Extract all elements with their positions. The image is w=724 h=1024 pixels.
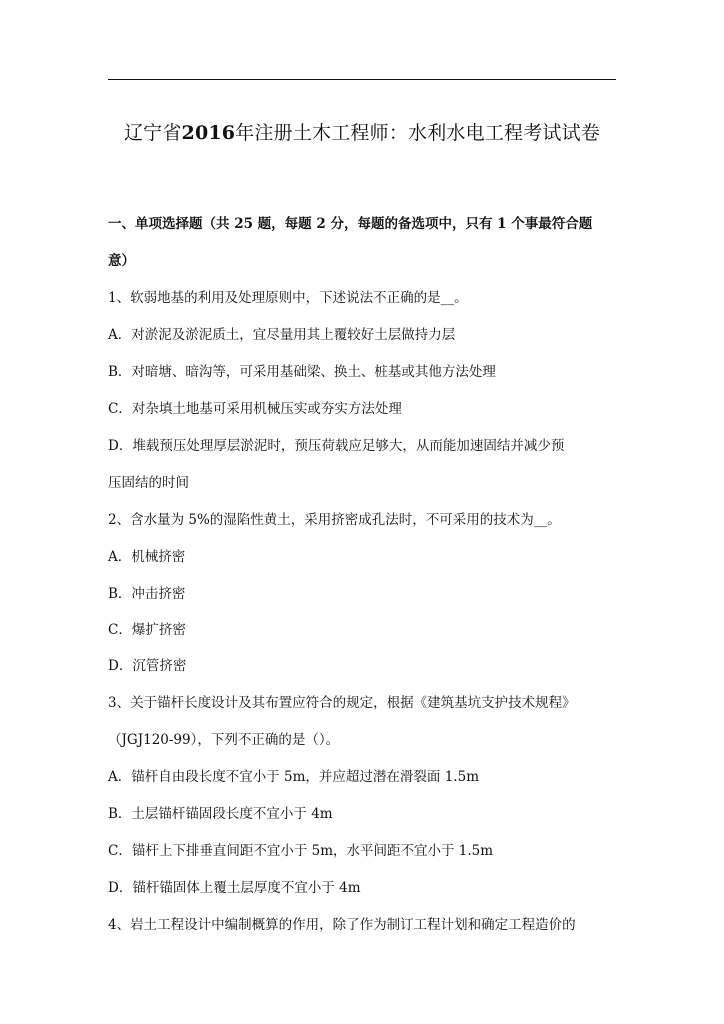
- question-2-stem: 2、含水量为 5%的湿陷性黄土，采用挤密成孔法时，不可采用的技术为__。: [108, 512, 561, 528]
- question-3-option-d: D．锚杆锚固体上覆土层厚度不宜小于 4m: [108, 880, 361, 896]
- question-3-option-b: B．土层锚杆锚固段长度不宜小于 4m: [108, 806, 333, 822]
- question-1-option-a: A．对淤泥及淤泥质土，宜尽量用其上覆较好土层做持力层: [108, 327, 456, 343]
- question-2-option-a: A．机械挤密: [108, 549, 186, 565]
- question-1-option-b: B．对暗塘、暗沟等，可采用基础梁、换土、桩基或其他方法处理: [108, 364, 496, 380]
- question-3-stem: 3、关于锚杆长度设计及其布置应符合的规定，根据《建筑基坑支护技术规程》: [108, 695, 576, 711]
- question-3-option-c: C．锚杆上下排垂直间距不宜小于 5m，水平间距不宜小于 1.5m: [108, 843, 494, 859]
- header-rule: [108, 79, 616, 80]
- question-3-option-a: A．锚杆自由段长度不宜小于 5m，并应超过潜在滑裂面 1.5m: [108, 769, 479, 785]
- question-2-option-d: D．沉管挤密: [108, 658, 187, 674]
- title-prefix: 辽宁省: [123, 122, 182, 144]
- question-1-option-d: D．堆载预压处理厚层淤泥时，预压荷载应足够大，从而能加速固结并减少预: [108, 438, 565, 454]
- section-heading-line-2: 意）: [108, 253, 135, 269]
- section-heading-line-1: 一、单项选择题（共 25 题，每题 2 分，每题的备选项中，只有 1 个事最符合题: [108, 216, 593, 232]
- title-suffix: 年注册土木工程师：水利水电工程考试试卷: [235, 122, 601, 144]
- title-year: 2016: [181, 122, 236, 144]
- page-title: [0, 118, 724, 145]
- question-3-stem-cont: （JGJ120-99），下列不正确的是（）。: [108, 732, 340, 748]
- question-1-option-c: C．对杂填土地基可采用机械压实或夯实方法处理: [108, 401, 402, 417]
- question-2-option-b: B．冲击挤密: [108, 586, 186, 602]
- question-1-option-d-cont: 压固结的时间: [108, 475, 189, 491]
- question-2-option-c: C．爆扩挤密: [108, 622, 186, 638]
- question-1-stem: 1、软弱地基的利用及处理原则中，下述说法不正确的是__。: [108, 290, 468, 306]
- question-4-stem: 4、岩土工程设计中编制概算的作用，除了作为制订工程计划和确定工程造价的: [108, 917, 576, 933]
